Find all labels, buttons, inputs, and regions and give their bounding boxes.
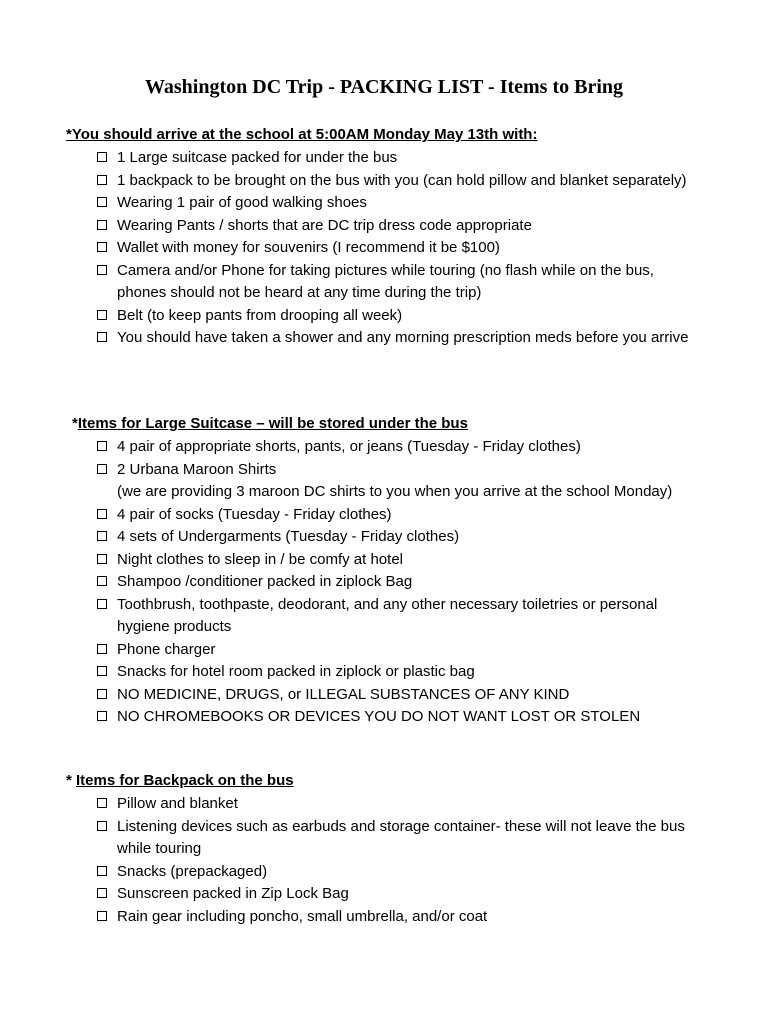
checkbox[interactable] xyxy=(97,888,107,898)
checklist-item xyxy=(0,147,697,170)
checkbox[interactable] xyxy=(97,509,107,519)
checkbox[interactable] xyxy=(97,554,107,564)
section-heading xyxy=(72,414,768,434)
item-text: You should have taken a shower and any morning prescription meds before you arrive xyxy=(117,329,689,346)
checkbox[interactable] xyxy=(97,711,107,721)
item-text: Snacks for hotel room packed in ziplock or plastic bag xyxy=(117,663,475,680)
heading-text: Items for Backpack on the bus xyxy=(76,772,294,789)
checkbox[interactable] xyxy=(97,599,107,609)
item-text: Belt (to keep pants from drooping all week) xyxy=(117,306,403,324)
item-text: Listening devices such as earbuds and storage container- these will not leave the bus while touring xyxy=(117,817,685,857)
checkbox[interactable] xyxy=(97,242,107,252)
checklist-item xyxy=(0,816,697,861)
checklist xyxy=(0,436,768,729)
checkbox[interactable] xyxy=(97,464,107,474)
section-backpack xyxy=(0,771,768,928)
checkbox[interactable] xyxy=(97,310,107,320)
heading-text: Items for Large Suitcase – will be stored under the bus xyxy=(77,415,468,432)
checklist-item xyxy=(0,571,697,594)
checklist-item xyxy=(0,594,697,639)
checkbox[interactable] xyxy=(97,175,107,185)
section-arrival xyxy=(0,125,768,350)
item-text: Wallet with money for souvenirs (I recommend it be $100) xyxy=(117,239,500,256)
checkbox[interactable] xyxy=(97,441,107,451)
checklist-item xyxy=(0,793,697,816)
checklist-item xyxy=(0,706,697,729)
checkbox[interactable] xyxy=(97,911,107,921)
item-text: Snacks (prepackaged) xyxy=(117,862,268,880)
item-text: Wearing 1 pair of good walking shoes xyxy=(117,194,367,211)
checkbox[interactable] xyxy=(97,531,107,541)
checklist-item xyxy=(0,526,697,549)
item-text: Pillow and blanket xyxy=(117,795,238,812)
checklist xyxy=(0,147,768,350)
checklist-item xyxy=(0,504,697,527)
checkbox[interactable] xyxy=(97,152,107,162)
item-text: 1 Large suitcase packed for under the bus xyxy=(117,149,398,166)
checklist-item xyxy=(0,883,697,906)
checkbox[interactable] xyxy=(97,644,107,654)
checklist-item xyxy=(0,305,697,328)
heading-prefix: * xyxy=(72,415,78,432)
item-text: 1 backpack to be brought on the bus with you (can hold pillow and blanket separately) xyxy=(117,171,687,189)
item-text: Shampoo /conditioner packed in ziplock Bag xyxy=(117,573,413,590)
item-text: Rain gear including poncho, small umbrella, and/or coat xyxy=(117,907,488,925)
checklist-item xyxy=(0,459,697,504)
checklist-item xyxy=(0,661,697,684)
checkbox[interactable] xyxy=(97,798,107,808)
checklist-item xyxy=(0,549,697,572)
section-suitcase xyxy=(0,414,768,729)
checklist-item xyxy=(0,684,697,707)
item-text: 4 sets of Undergarments (Tuesday - Friday clothes) xyxy=(117,528,460,545)
checkbox[interactable] xyxy=(97,265,107,275)
item-text: Night clothes to sleep in / be comfy at hotel xyxy=(117,550,403,568)
checklist-item xyxy=(0,192,697,215)
item-text: Phone charger xyxy=(117,640,216,658)
checklist-item xyxy=(0,170,697,193)
checkbox[interactable] xyxy=(97,220,107,230)
item-text: 4 pair of appropriate shorts, pants, or jeans (Tuesday - Friday clothes) xyxy=(117,438,581,455)
item-text: NO CHROMEBOOKS OR DEVICES YOU DO NOT WANT LOST OR STOLEN xyxy=(117,708,641,725)
checklist-item xyxy=(0,436,697,459)
checklist-item xyxy=(0,861,697,884)
checklist-item xyxy=(0,260,697,305)
page-title: Washington DC Trip - PACKING LIST - Items to Bring xyxy=(144,76,624,98)
item-text: 2 Urbana Maroon Shirts xyxy=(117,460,277,478)
checkbox[interactable] xyxy=(97,866,107,876)
checkbox[interactable] xyxy=(97,197,107,207)
checkbox[interactable] xyxy=(97,576,107,586)
item-text: Camera and/or Phone for taking pictures while touring (no flash while on the bus, phones should not be heard at any time during the trip) xyxy=(117,261,654,301)
heading-text: *You should arrive at the school at 5:00AM Monday May 13th with: xyxy=(66,126,538,143)
item-text: NO MEDICINE, DRUGS, or ILLEGAL SUBSTANCES OF ANY KIND xyxy=(117,685,570,703)
item-text: Toothbrush, toothpaste, deodorant, and any other necessary toiletries or personal hygiene products xyxy=(117,595,658,635)
checklist xyxy=(0,793,768,928)
checkbox[interactable] xyxy=(97,666,107,676)
item-text: Sunscreen packed in Zip Lock Bag xyxy=(117,885,349,902)
heading-prefix: * xyxy=(66,772,77,789)
section-heading xyxy=(66,125,768,145)
item-text: 4 pair of socks (Tuesday - Friday clothes) xyxy=(117,505,392,523)
checklist-item xyxy=(0,906,697,929)
checklist-item xyxy=(0,237,697,260)
checkbox[interactable] xyxy=(97,332,107,342)
checklist-item xyxy=(0,215,697,238)
section-heading xyxy=(66,771,768,791)
checkbox[interactable] xyxy=(97,821,107,831)
checklist-item xyxy=(0,639,697,662)
checklist-item xyxy=(0,327,697,350)
checkbox[interactable] xyxy=(97,689,107,699)
item-note: (we are providing 3 maroon DC shirts to you when you arrive at the school Monday) xyxy=(117,483,673,500)
item-text: Wearing Pants / shorts that are DC trip dress code appropriate xyxy=(117,216,532,234)
